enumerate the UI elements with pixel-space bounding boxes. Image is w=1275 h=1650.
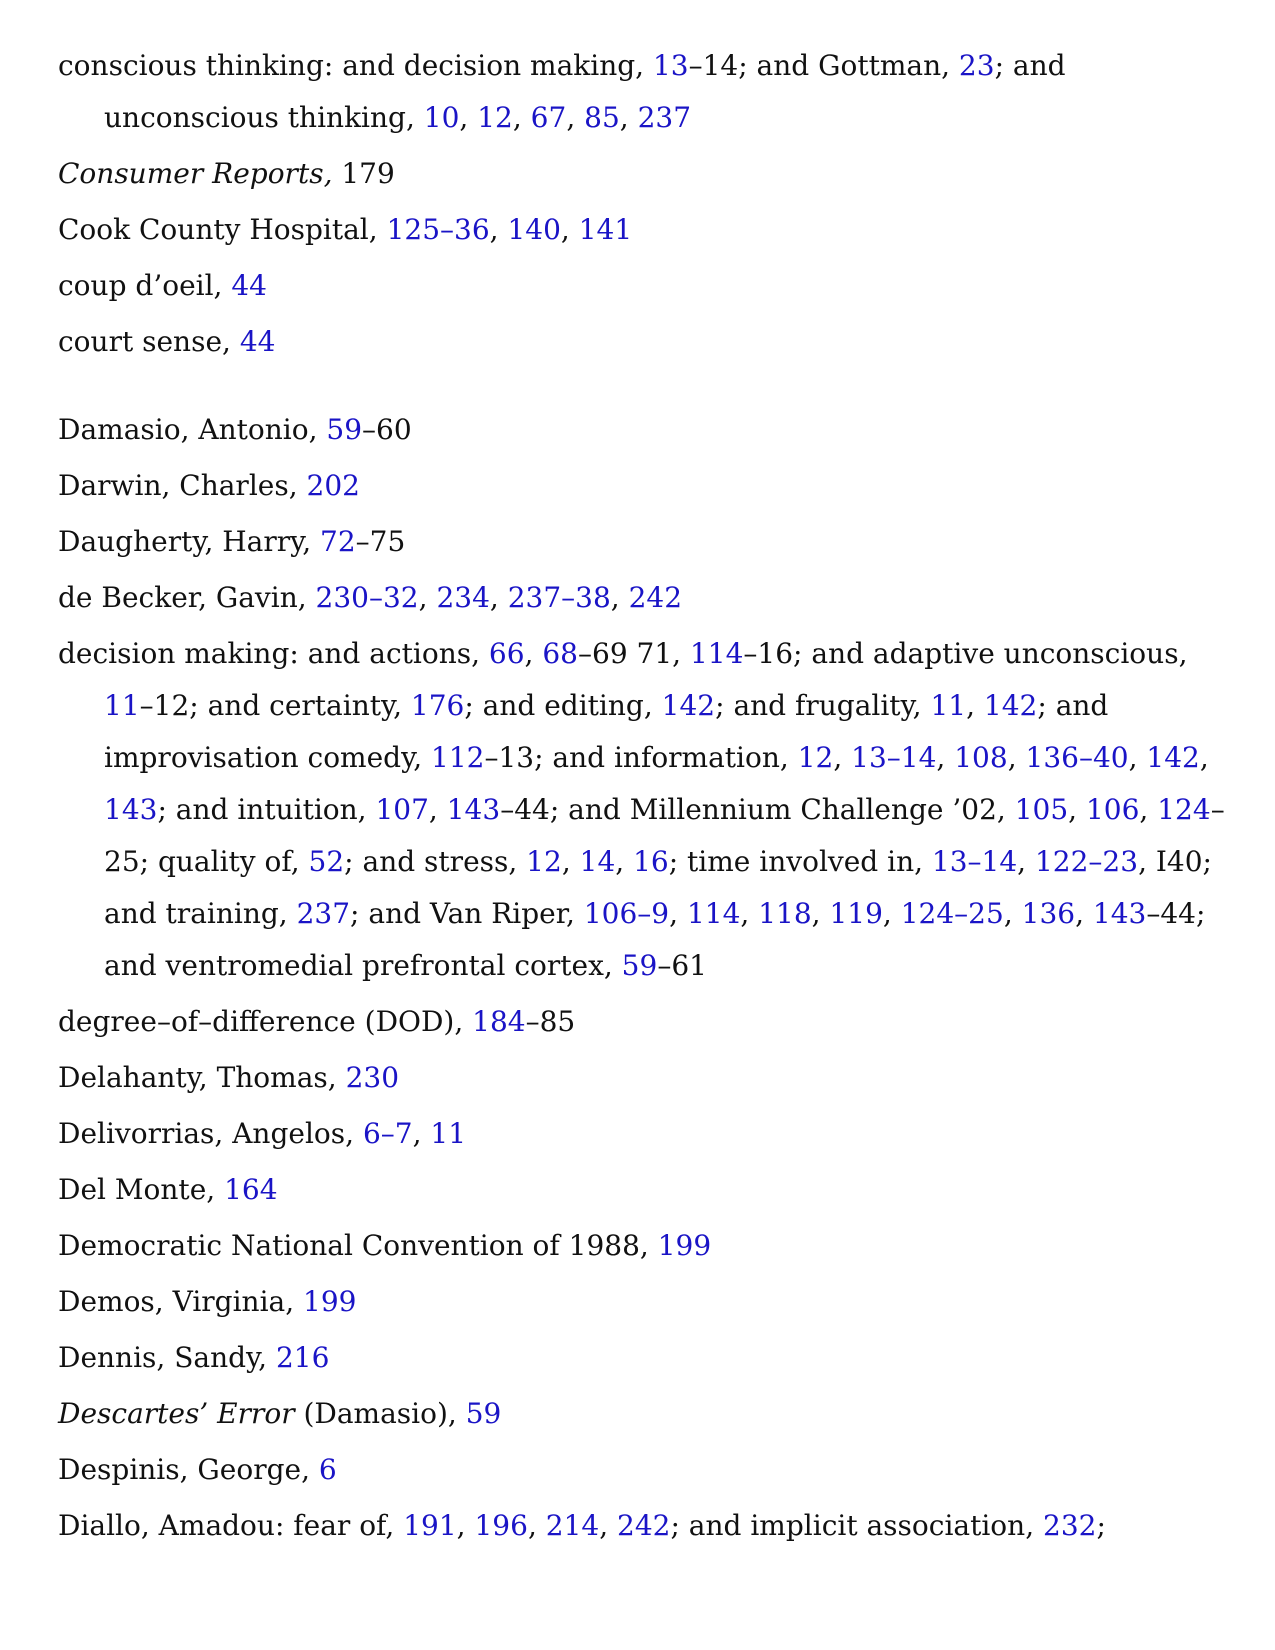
- entry-text: Damasio, Antonio,: [58, 413, 327, 446]
- entry-text: ,: [489, 581, 508, 614]
- page-reference-link[interactable]: 142: [983, 689, 1038, 722]
- page-reference-link[interactable]: 141: [578, 213, 633, 246]
- entry-text: –75: [355, 525, 406, 558]
- page-reference-link[interactable]: 202: [306, 469, 360, 502]
- index-entry: [58, 40, 1235, 144]
- page-reference-link[interactable]: 59: [621, 949, 658, 982]
- entry-text: –25; quality of,: [104, 793, 1225, 878]
- page-reference-link[interactable]: 122–23: [1034, 845, 1139, 878]
- page-reference-link[interactable]: 124: [1157, 793, 1211, 826]
- index-entry: [58, 404, 1235, 456]
- page-reference-link[interactable]: 119: [829, 897, 883, 930]
- index-entry: [58, 1332, 1235, 1384]
- entry-text: ,: [512, 101, 531, 134]
- page-reference-link[interactable]: 11: [930, 689, 967, 722]
- page-reference-link[interactable]: 23: [958, 49, 995, 82]
- page-reference-link[interactable]: 112: [431, 741, 485, 774]
- entry-text: (Damasio),: [294, 1397, 466, 1430]
- page-reference-link[interactable]: 85: [584, 101, 620, 134]
- index-entry: [58, 572, 1235, 624]
- page-reference-link[interactable]: 143: [1092, 897, 1147, 930]
- page-reference-link[interactable]: 11: [104, 689, 140, 722]
- page-reference-link[interactable]: 199: [657, 1229, 712, 1262]
- entry-text: –60: [362, 413, 412, 446]
- entry-text: ,: [1017, 845, 1035, 878]
- page-reference-link[interactable]: 234: [436, 581, 490, 614]
- entry-text: ,: [1199, 741, 1209, 774]
- index-entry: [58, 316, 1235, 368]
- entry-text: ; and improvisation comedy,: [104, 689, 1109, 774]
- entry-text: ,: [615, 845, 634, 878]
- entry-text: , I40; and training,: [104, 845, 1212, 930]
- index-entry: [58, 628, 1235, 992]
- entry-text: ,: [1068, 793, 1086, 826]
- index-entry: [58, 1444, 1235, 1496]
- page-reference-link[interactable]: 59: [465, 1397, 502, 1430]
- index-entry: [58, 460, 1235, 512]
- entry-text: –44; and ventromedial prefrontal cortex,: [104, 897, 1206, 982]
- entry-text: ,: [566, 101, 585, 134]
- page-reference-link[interactable]: 125–36: [386, 213, 490, 246]
- page-reference-link[interactable]: 237: [296, 897, 351, 930]
- index-entry: [58, 1500, 1235, 1552]
- index-entry: [58, 204, 1235, 256]
- page-reference-link[interactable]: 230–32: [315, 581, 419, 614]
- entry-text: ,: [599, 1509, 618, 1542]
- entry-text: ; and intuition,: [157, 793, 376, 826]
- entry-text: 179: [332, 157, 395, 190]
- entry-text: Democratic National Convention of 1988,: [58, 1229, 658, 1262]
- entry-text: ,: [966, 689, 984, 722]
- entry-text: Cook County Hospital,: [58, 213, 387, 246]
- entry-text: ,: [882, 897, 901, 930]
- entry-text: ,: [524, 637, 543, 670]
- entry-text: Delahanty, Thomas,: [58, 1061, 346, 1094]
- entry-text: Dennis, Sandy,: [58, 1341, 276, 1374]
- page-reference-link[interactable]: 136–40: [1025, 741, 1129, 774]
- entry-text: Daugherty, Harry,: [58, 525, 321, 558]
- entry-text: ,: [459, 101, 478, 134]
- entry-text: ;: [1096, 1509, 1106, 1542]
- entry-text: ,: [1007, 741, 1026, 774]
- entry-text: Darwin, Charles,: [58, 469, 307, 502]
- page-reference-link[interactable]: 105: [1014, 793, 1069, 826]
- page-reference-link[interactable]: 176: [410, 689, 465, 722]
- entry-text: degree–of–difference (DOD),: [58, 1005, 473, 1038]
- page-reference-link[interactable]: 140: [507, 213, 561, 246]
- entry-text: ; and stress,: [344, 845, 527, 878]
- page-reference-link[interactable]: 142: [661, 689, 716, 722]
- entry-text: –69 71,: [578, 637, 690, 670]
- page-reference-link[interactable]: 11: [430, 1117, 467, 1150]
- index-entry: [58, 1220, 1235, 1272]
- entry-text: ,: [740, 897, 759, 930]
- entry-text: –12; and certainty,: [139, 689, 411, 722]
- entry-text: ,: [1128, 741, 1147, 774]
- page-reference-link[interactable]: 16: [633, 845, 669, 878]
- page-reference-link[interactable]: 232: [1043, 1509, 1097, 1542]
- entry-text: conscious thinking: and decision making,: [58, 49, 653, 82]
- page-reference-link[interactable]: 12: [477, 101, 513, 134]
- page-reference-link[interactable]: 13: [652, 49, 689, 82]
- entry-text: ,: [489, 213, 508, 246]
- page-reference-link[interactable]: 12: [797, 741, 834, 774]
- entry-text: ,: [811, 897, 830, 930]
- index-entry: [58, 1388, 1235, 1440]
- entry-text: ,: [833, 741, 852, 774]
- page-reference-link[interactable]: 66: [488, 637, 525, 670]
- entry-text: –14; and Gottman,: [688, 49, 959, 82]
- entry-text: –85: [525, 1005, 576, 1038]
- index-entry: [58, 1164, 1235, 1216]
- page-reference-link[interactable]: 106: [1085, 793, 1140, 826]
- entry-text: Demos, Virginia,: [58, 1285, 304, 1318]
- page-reference-link[interactable]: 52: [308, 845, 345, 878]
- entry-text: –61: [657, 949, 707, 982]
- page-reference-link[interactable]: 13–14: [851, 741, 937, 774]
- entry-text: ; and Van Riper,: [350, 897, 584, 930]
- italic-title-text: Consumer Reports,: [58, 157, 333, 190]
- entry-text: ,: [456, 1509, 475, 1542]
- entry-text: Despinis, George,: [58, 1453, 319, 1486]
- page-reference-link[interactable]: 12: [526, 845, 562, 878]
- entry-text: ,: [412, 1117, 431, 1150]
- page-reference-link[interactable]: 184: [472, 1005, 526, 1038]
- page-reference-link[interactable]: 230: [345, 1061, 400, 1094]
- entry-text: ,: [418, 581, 437, 614]
- index-entry: [58, 1108, 1235, 1160]
- page-reference-link[interactable]: 242: [628, 581, 683, 614]
- entry-text: ,: [1075, 897, 1093, 930]
- page-reference-link[interactable]: 44: [239, 325, 276, 358]
- index-entry: [58, 1052, 1235, 1104]
- page-reference-link[interactable]: 6–7: [362, 1117, 413, 1150]
- page-reference-link[interactable]: 191: [403, 1509, 457, 1542]
- entry-text: ; and implicit association,: [670, 1509, 1043, 1542]
- page-reference-link[interactable]: 106–9: [583, 897, 670, 930]
- entry-text: Diallo, Amadou: fear of,: [58, 1509, 404, 1542]
- page-reference-link[interactable]: 44: [231, 269, 267, 302]
- entry-text: ,: [1003, 897, 1022, 930]
- page-reference-link[interactable]: 214: [545, 1509, 600, 1542]
- entry-text: ,: [561, 845, 580, 878]
- page-reference-link[interactable]: 114: [689, 637, 744, 670]
- entry-text: ,: [527, 1509, 546, 1542]
- entry-text: –44; and Millennium Challenge ’02,: [500, 793, 1015, 826]
- entry-text: de Becker, Gavin,: [58, 581, 316, 614]
- index-entry: [58, 516, 1235, 568]
- page-reference-link[interactable]: 196: [474, 1509, 528, 1542]
- index-entry: [58, 1276, 1235, 1328]
- page-reference-link[interactable]: 107: [375, 793, 429, 826]
- page-reference-link[interactable]: 143: [104, 793, 158, 826]
- page-reference-link[interactable]: 199: [303, 1285, 357, 1318]
- entry-text: ,: [428, 793, 447, 826]
- page-reference-link[interactable]: 68: [542, 637, 578, 670]
- entry-text: decision making: and actions,: [58, 637, 489, 670]
- page-reference-link[interactable]: 216: [275, 1341, 330, 1374]
- entry-text: ,: [936, 741, 955, 774]
- page-reference-link[interactable]: 114: [686, 897, 741, 930]
- page-reference-link[interactable]: 237–38: [507, 581, 611, 614]
- entry-text: –16; and adaptive unconscious,: [743, 637, 1188, 670]
- index-entry: [58, 260, 1235, 312]
- entry-text: ,: [560, 213, 579, 246]
- entry-text: ,: [1139, 793, 1158, 826]
- entry-text: ,: [610, 581, 629, 614]
- page-reference-link[interactable]: 10: [423, 101, 460, 134]
- index-entry: [58, 996, 1235, 1048]
- page-reference-link[interactable]: 108: [954, 741, 1008, 774]
- page-reference-link[interactable]: 164: [224, 1173, 278, 1206]
- page-reference-link[interactable]: 118: [758, 897, 812, 930]
- entry-text: ,: [619, 101, 638, 134]
- page-reference-link[interactable]: 142: [1146, 741, 1200, 774]
- entry-text: ; time involved in,: [668, 845, 932, 878]
- entry-text: Delivorrias, Angelos,: [58, 1117, 363, 1150]
- page-reference-link[interactable]: 136: [1021, 897, 1076, 930]
- italic-title-text: Descartes’ Error: [58, 1397, 295, 1430]
- entry-text: –13; and information,: [484, 741, 798, 774]
- page-reference-link[interactable]: 13–14: [931, 845, 1018, 878]
- entry-text: Del Monte,: [58, 1173, 225, 1206]
- entry-text: ; and frugality,: [715, 689, 931, 722]
- entry-text: ; and editing,: [464, 689, 662, 722]
- page-reference-link[interactable]: 59: [326, 413, 363, 446]
- page-reference-link[interactable]: 242: [617, 1509, 671, 1542]
- entry-text: ; and unconscious thinking,: [104, 49, 1066, 134]
- page-reference-link[interactable]: 237: [637, 101, 692, 134]
- entry-text: court sense,: [58, 325, 240, 358]
- page-reference-link[interactable]: 72: [320, 525, 356, 558]
- page-reference-link[interactable]: 14: [579, 845, 616, 878]
- entry-text: ,: [669, 897, 687, 930]
- index-entry: [58, 148, 1235, 200]
- page-reference-link[interactable]: 143: [446, 793, 501, 826]
- page-reference-link[interactable]: 124–25: [900, 897, 1004, 930]
- page-reference-link[interactable]: 67: [530, 101, 567, 134]
- entry-text: coup d’oeil,: [58, 269, 232, 302]
- page-reference-link[interactable]: 6: [318, 1453, 337, 1486]
